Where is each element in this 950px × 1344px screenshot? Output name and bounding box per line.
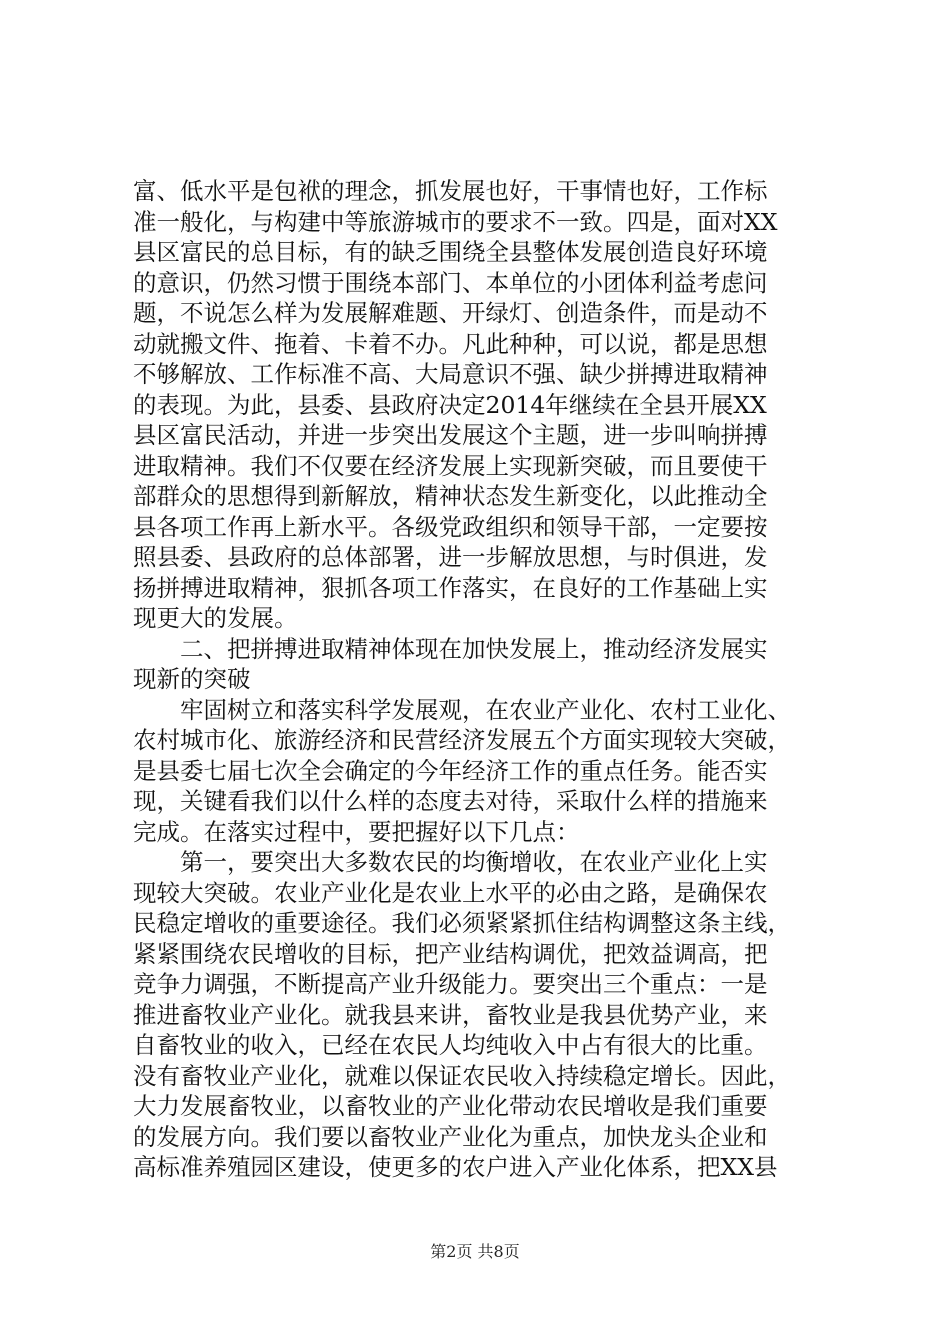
text-line: 的发展方向。我们要以畜牧业产业化为重点，加快龙头企业和 — [133, 1122, 768, 1151]
text-line: 现更大的发展。 — [133, 604, 298, 632]
text-line: 题，不说怎么样为发展解难题、开绿灯、创造条件，而是动不 — [133, 299, 768, 327]
text-line: 的意识，仍然习惯于围绕本部门、本单位的小团体利益考虑问 — [133, 268, 768, 297]
text-line: 扬拼搏进取精神，狠抓各项工作落实，在良好的工作基础上实 — [133, 573, 768, 602]
text-line: 现较大突破。农业产业化是农业上水平的必由之路，是确保农 — [133, 878, 768, 907]
text-line: 自畜牧业的收入，已经在农民人均纯收入中占有很大的比重。 — [133, 1031, 768, 1059]
text-line: 竞争力调强，不断提高产业升级能力。要突出三个重点：一是 — [133, 970, 768, 998]
text-line: 民稳定增收的重要途径。我们必须紧紧抓住结构调整这条主线， — [133, 909, 791, 937]
text-line: 没有畜牧业产业化，就难以保证农民收入持续稳定增长。因此， — [133, 1061, 791, 1090]
text-line: 县各项工作再上新水平。各级党政组织和领导干部，一定要按 — [133, 512, 768, 541]
text-line: 推进畜牧业产业化。就我县来讲，畜牧业是我县优势产业，来 — [133, 1000, 768, 1029]
section-heading-line: 现新的突破 — [133, 665, 251, 693]
text-line: 部群众的思想得到新解放，精神状态发生新变化，以此推动全 — [133, 482, 768, 510]
text-line: 完成。在落实过程中，要把握好以下几点： — [133, 817, 580, 846]
page-footer — [0, 1242, 950, 1262]
text-line: 准一般化，与构建中等旅游城市的要求不一致。四是，面对XX — [133, 207, 778, 236]
text-line: 高标准养殖园区建设，使更多的农户进入产业化体系，把XX县 — [133, 1153, 778, 1181]
text-line: 进取精神。我们不仅要在经济发展上实现新突破，而且要使干 — [133, 451, 768, 480]
section-heading-line: 二、把拼搏进取精神体现在加快发展上，推动经济发展实 — [133, 634, 768, 663]
text-line: 县区富民的总目标，有的缺乏围绕全县整体发展创造良好环境 — [133, 238, 768, 266]
text-line: 第一，要突出大多数农民的均衡增收，在农业产业化上实 — [133, 848, 768, 876]
page-number: 第2页 共8页 — [430, 1242, 520, 1261]
text-line: 农村城市化、旅游经济和民营经济发展五个方面实现较大突破， — [133, 726, 791, 754]
text-line: 牢固树立和落实科学发展观，在农业产业化、农村工业化、 — [133, 695, 791, 724]
text-line: 不够解放、工作标准不高、大局意识不强、缺少拼搏进取精神 — [133, 360, 768, 388]
text-line: 县区富民活动，并进一步突出发展这个主题，进一步叫响拼搏 — [133, 421, 768, 449]
text-line: 的表现。为此，县委、县政府决定2014年继续在全县开展XX — [133, 390, 767, 419]
body-text — [133, 176, 833, 1183]
text-line: 大力发展畜牧业，以畜牧业的产业化带动农民增收是我们重要 — [133, 1092, 768, 1120]
text-line: 富、低水平是包袱的理念，抓发展也好，干事情也好，工作标 — [133, 177, 768, 205]
text-line: 是县委七届七次全会确定的今年经济工作的重点任务。能否实 — [133, 756, 768, 785]
text-line: 动就搬文件、拖着、卡着不办。凡此种种，可以说，都是思想 — [133, 329, 768, 358]
text-line: 紧紧围绕农民增收的目标，把产业结构调优，把效益调高，把 — [133, 939, 768, 968]
text-line: 照县委、县政府的总体部署，进一步解放思想，与时俱进，发 — [133, 543, 768, 571]
text-line: 现，关键看我们以什么样的态度去对待，采取什么样的措施来 — [133, 787, 768, 815]
